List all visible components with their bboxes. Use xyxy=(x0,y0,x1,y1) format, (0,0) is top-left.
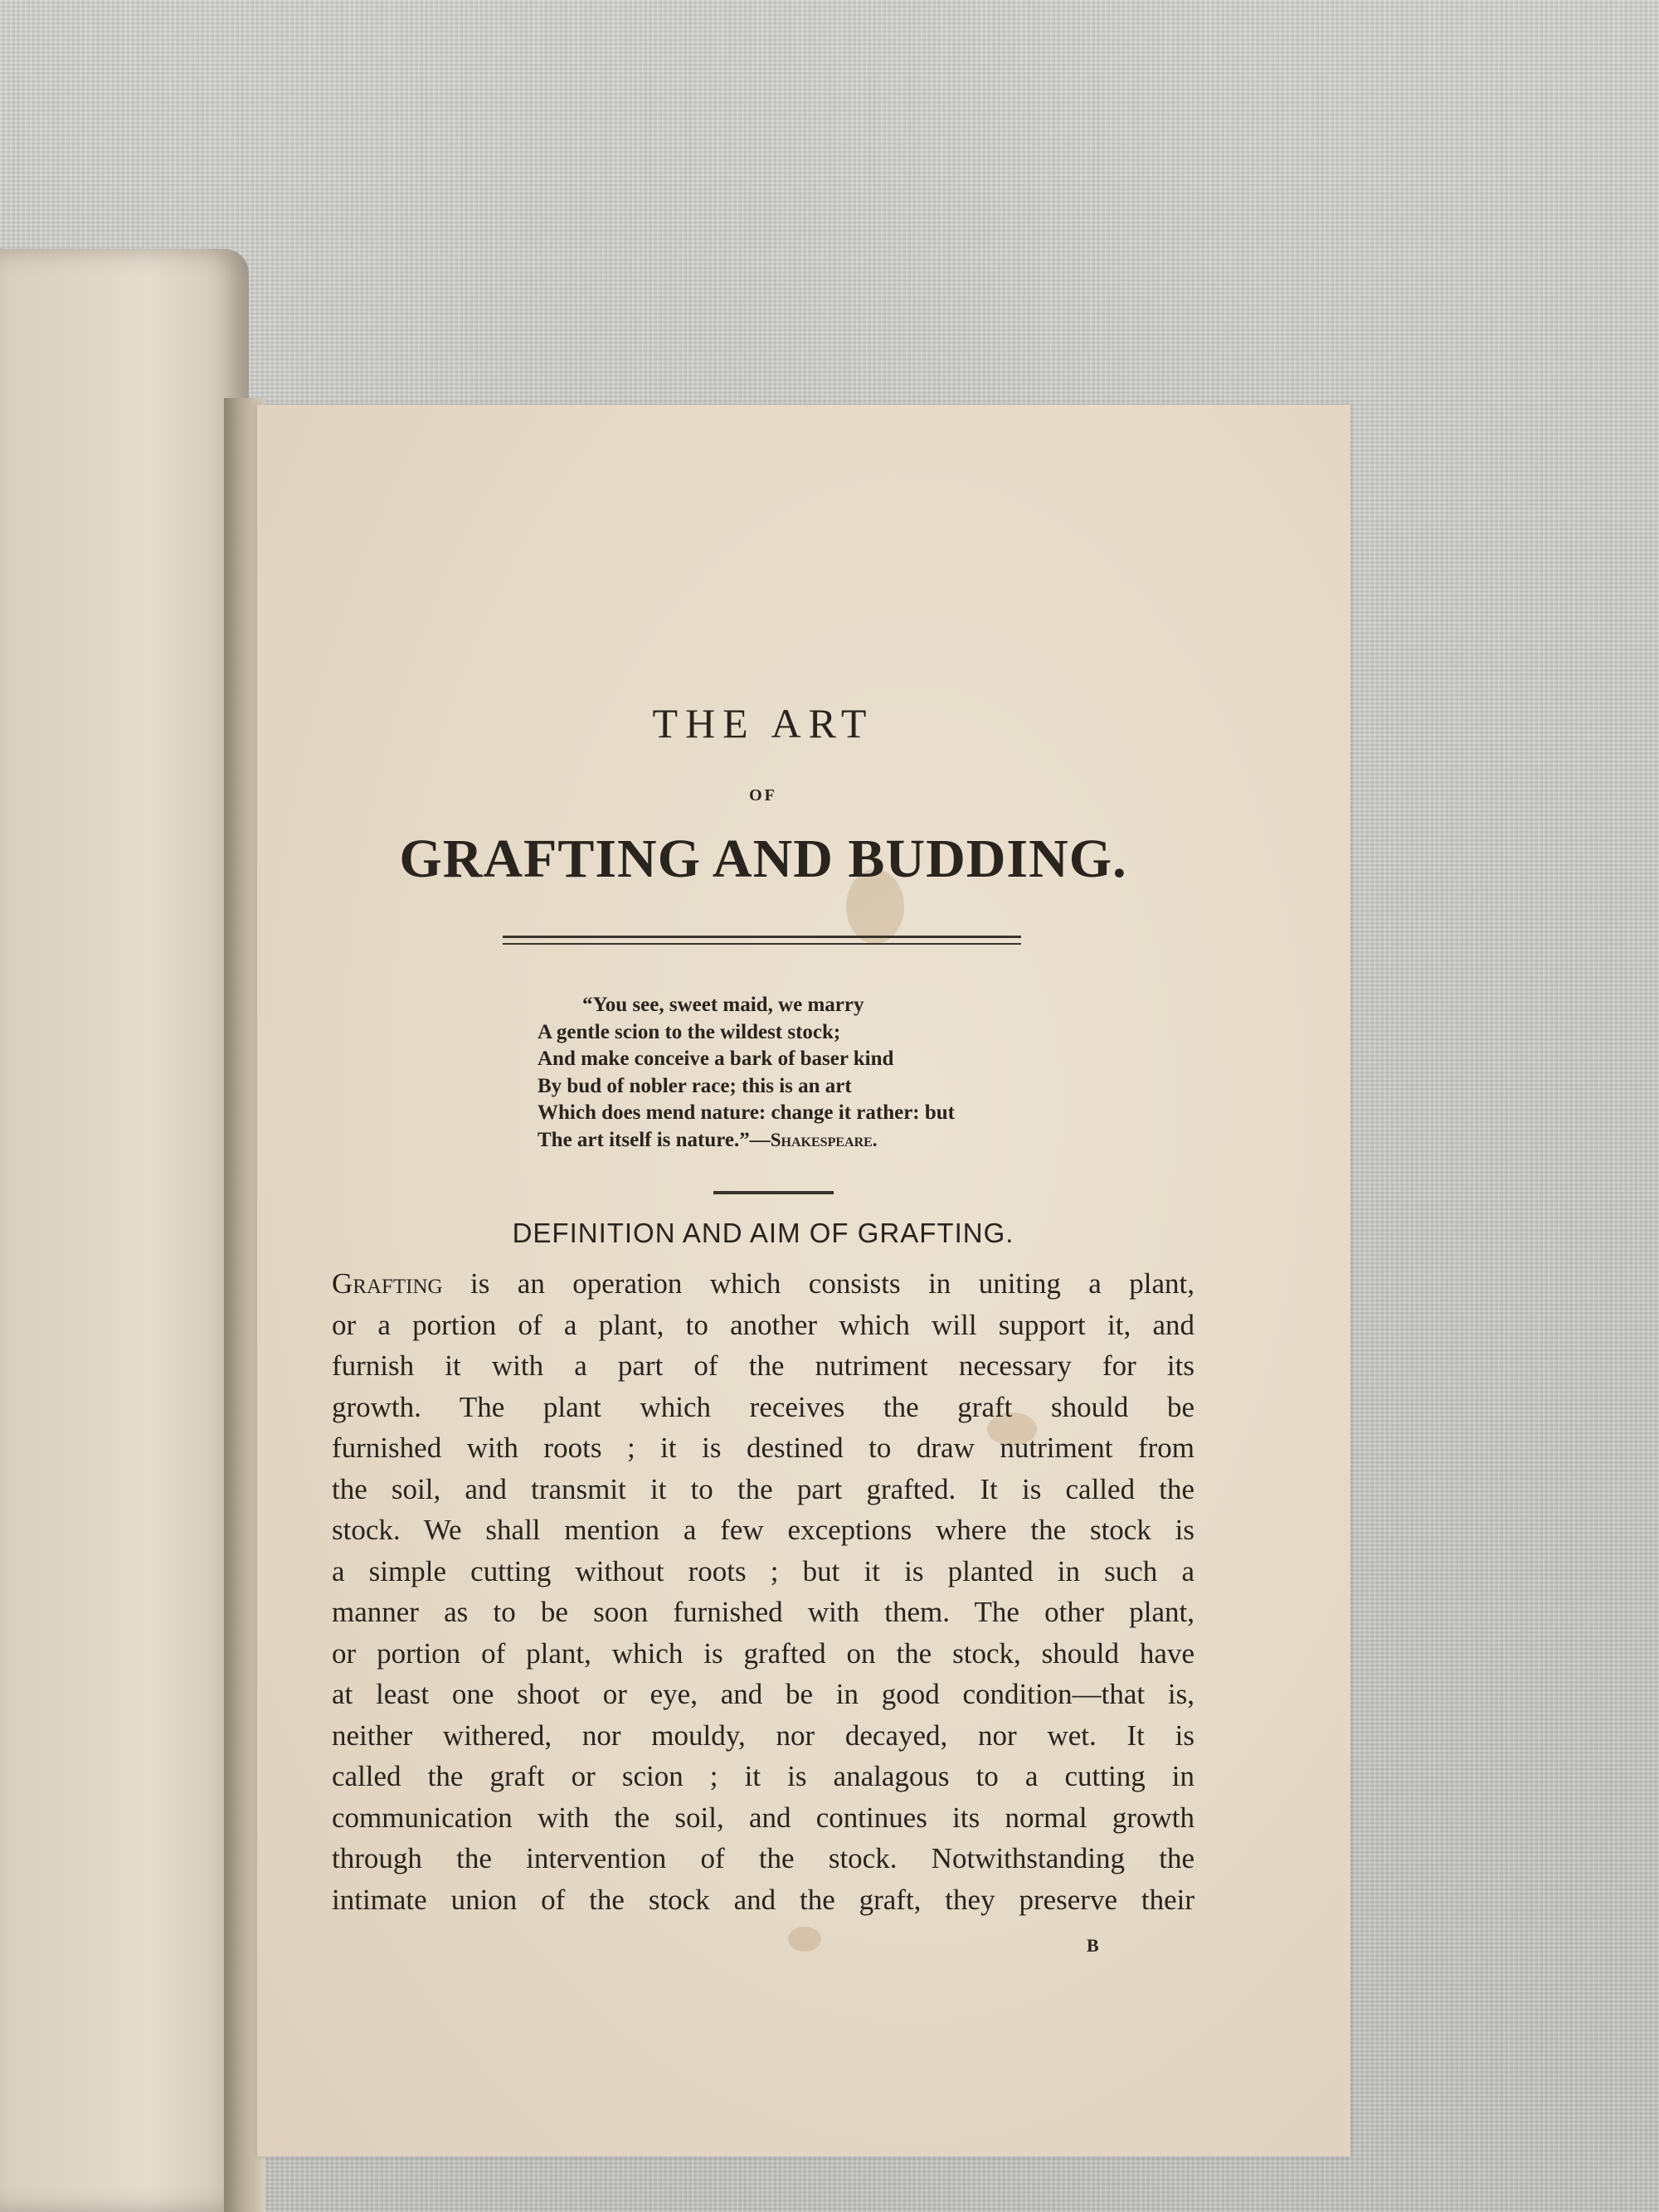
page-title: GRAFTING AND BUDDING. xyxy=(399,829,1127,889)
body-line: neither withered, nor mouldy, nor decayed, nor wet. It is xyxy=(332,1719,1194,1752)
epigraph-line: Which does mend nature: change it rather: but xyxy=(538,1101,956,1124)
body-line: or portion of plant, which is grafted on the stock, should have xyxy=(332,1636,1194,1670)
double-rule-divider xyxy=(503,936,1021,945)
body-line: intimate union of the stock and the graft, they preserve their xyxy=(332,1883,1194,1916)
epigraph-attribution: Shakespeare. xyxy=(770,1129,878,1150)
title-of: OF xyxy=(749,786,777,805)
body-line: growth. The plant which receives the graft should be xyxy=(332,1390,1194,1423)
body-line: manner as to be soon furnished with them. The other plant, xyxy=(332,1596,1194,1628)
title-art: THE ART xyxy=(652,700,874,746)
page-content xyxy=(332,405,1194,2156)
body-line: the soil, and transmit it to the part grafted. It is called the xyxy=(332,1472,1194,1505)
body-line: a simple cutting without roots ; but it is planted in such a xyxy=(332,1554,1194,1587)
epigraph-line: “You see, sweet maid, we marry xyxy=(582,994,864,1016)
body-line: called the graft or scion ; it is analagous to a cutting in xyxy=(332,1760,1194,1792)
body-line xyxy=(332,1263,1194,1305)
short-rule-divider xyxy=(713,1191,834,1194)
epigraph-line: By bud of nobler race; this is an art xyxy=(538,1074,852,1097)
left-page xyxy=(0,249,249,2212)
book-page xyxy=(257,405,1350,2156)
body-line: or a portion of a plant, to another which will support it, and xyxy=(332,1308,1194,1341)
body-line: through the intervention of the stock. Notwithstanding the xyxy=(332,1842,1194,1874)
epigraph-line: And make conceive a bark of baser kind xyxy=(538,1048,894,1070)
body-line-text: is an operation which consists in uniting a plant, xyxy=(442,1267,1194,1300)
body-line: furnished with roots ; it is destined to draw nutriment from xyxy=(332,1432,1194,1464)
lead-word: Grafting xyxy=(332,1267,443,1300)
body-paragraph xyxy=(332,1263,1194,1920)
body-line: furnish it with a part of the nutriment necessary for its xyxy=(332,1349,1194,1382)
epigraph-line: A gentle scion to the wildest stock; xyxy=(538,1020,841,1043)
epigraph-line: The art itself is nature.”— xyxy=(538,1128,771,1151)
body-line: at least one shoot or eye, and be in good condition—that is, xyxy=(332,1678,1194,1710)
body-line: communication with the soil, and continues its normal growth xyxy=(332,1801,1194,1834)
body-line: stock. We shall mention a few exceptions where the stock is xyxy=(332,1514,1194,1546)
section-heading: DEFINITION AND AIM OF GRAFTING. xyxy=(512,1218,1014,1248)
epigraph-last-line xyxy=(538,1127,1052,1155)
epigraph xyxy=(538,992,1052,1154)
signature-mark: B xyxy=(1087,1935,1099,1956)
